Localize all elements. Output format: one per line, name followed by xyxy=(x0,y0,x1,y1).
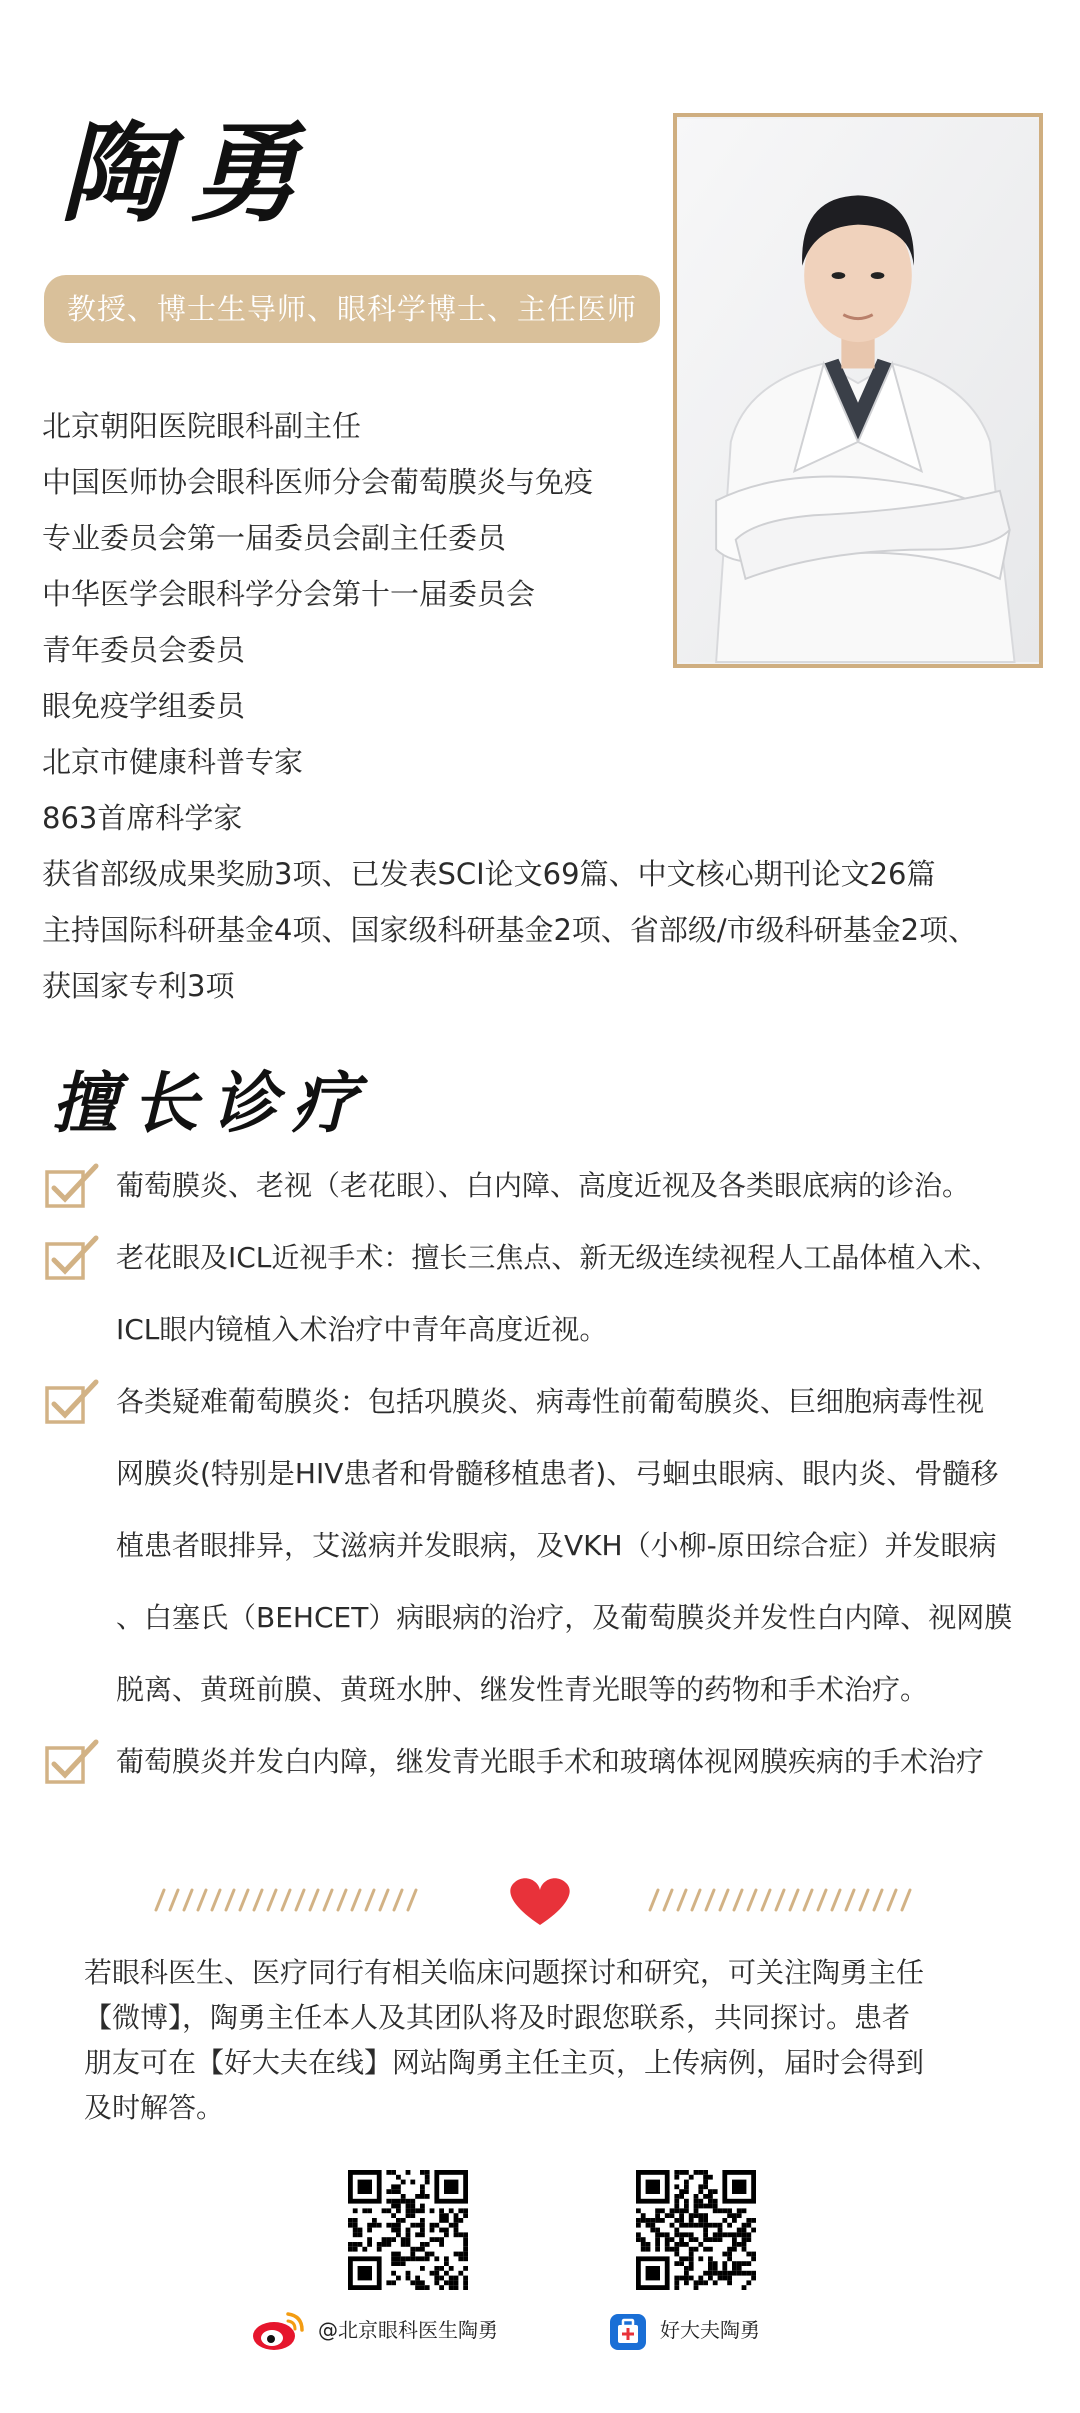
checkbox-icon xyxy=(44,1736,100,1786)
specialty-line: 葡萄膜炎并发白内障，继发青光眼手术和玻璃体视网膜疾病的手术治疗 xyxy=(116,1745,985,1778)
specialty-line: 老花眼及ICL近视手术：擅长三焦点、新无级连续视程人工晶体植入术、 xyxy=(116,1241,1000,1274)
bio-line: 眼免疫学组委员 xyxy=(42,689,246,723)
specialty-line: ICL眼内镜植入术治疗中青年高度近视。 xyxy=(116,1313,608,1346)
specialty-line: 脱离、黄斑前膜、黄斑水肿、继发性青光眼等的药物和手术治疗。 xyxy=(116,1673,929,1706)
specialty-item xyxy=(42,1150,1052,1222)
specialty-line: 各类疑难葡萄膜炎：包括巩膜炎、病毒性前葡萄膜炎、巨细胞病毒性视 xyxy=(116,1385,985,1418)
bio-line: 中国医师协会眼科医师分会葡萄膜炎与免疫 xyxy=(42,465,594,499)
bio-line: 青年委员会委员 xyxy=(42,633,246,667)
specialty-line: 网膜炎(特别是HIV患者和骨髓移植患者)、弓蛔虫眼病、眼内炎、骨髓移 xyxy=(116,1457,999,1490)
specialty-item xyxy=(42,1222,1052,1366)
contact-line: 及时解答。 xyxy=(84,2091,225,2124)
contact-line: 【微博】，陶勇主任本人及其团队将及时跟您联系，共同探讨。患者 xyxy=(84,2001,911,2034)
specialty-line: 葡萄膜炎、老视（老花眼）、白内障、高度近视及各类眼底病的诊治。 xyxy=(116,1169,971,1202)
bio-list xyxy=(42,398,1052,1014)
specialty-line: 、白塞氏（BEHCET）病眼病的治疗，及葡萄膜炎并发性白内障、视网膜 xyxy=(116,1601,1013,1634)
weibo-icon xyxy=(250,2308,306,2352)
bio-line: 获省部级成果奖励3项、已发表SCI论文69篇、中文核心期刊论文26篇 xyxy=(42,857,936,891)
heart-icon xyxy=(510,1878,569,1925)
contact-line: 朋友可在【好大夫在线】网站陶勇主任主页，上传病例，届时会得到 xyxy=(84,2046,925,2079)
specialty-item xyxy=(42,1726,1052,1798)
specialty-item xyxy=(42,1366,1052,1726)
bio-line: 863首席科学家 xyxy=(42,801,243,835)
bio-line: 主持国际科研基金4项、国家级科研基金2项、省部级/市级科研基金2项、 xyxy=(42,913,978,947)
bio-line: 中华医学会眼科学分会第十一届委员会 xyxy=(42,577,536,611)
checkbox-icon xyxy=(44,1376,100,1426)
haodf-icon xyxy=(608,2312,648,2352)
section-divider xyxy=(150,1870,930,1930)
weibo-qr-code[interactable] xyxy=(348,2170,468,2290)
title-badge: 教授、博士生导师、眼科学博士、主任医师 xyxy=(44,275,660,343)
checkbox-icon xyxy=(44,1232,100,1282)
checkbox-icon xyxy=(44,1160,100,1210)
specialty-list xyxy=(42,1150,1052,1798)
contact-line: 若眼科医生、医疗同行有相关临床问题探讨和研究，可关注陶勇主任 xyxy=(84,1956,925,1989)
bio-line: 获国家专利3项 xyxy=(42,969,235,1003)
doctor-name: 陶勇 xyxy=(60,111,321,237)
weibo-account-label[interactable]: @北京眼科医生陶勇 xyxy=(318,2318,498,2342)
bio-line: 专业委员会第一届委员会副主任委员 xyxy=(42,521,507,555)
haodf-account-label[interactable]: 好大夫陶勇 xyxy=(660,2318,760,2342)
specialty-line: 植患者眼排异，艾滋病并发眼病，及VKH（小柳-原田综合症）并发眼病 xyxy=(116,1529,997,1562)
bio-line: 北京朝阳医院眼科副主任 xyxy=(42,409,362,443)
bio-line: 北京市健康科普专家 xyxy=(42,745,304,779)
contact-paragraph xyxy=(84,1950,984,2130)
haodf-qr-code[interactable] xyxy=(636,2170,756,2290)
specialty-heading: 擅长诊疗 xyxy=(52,1064,372,1142)
